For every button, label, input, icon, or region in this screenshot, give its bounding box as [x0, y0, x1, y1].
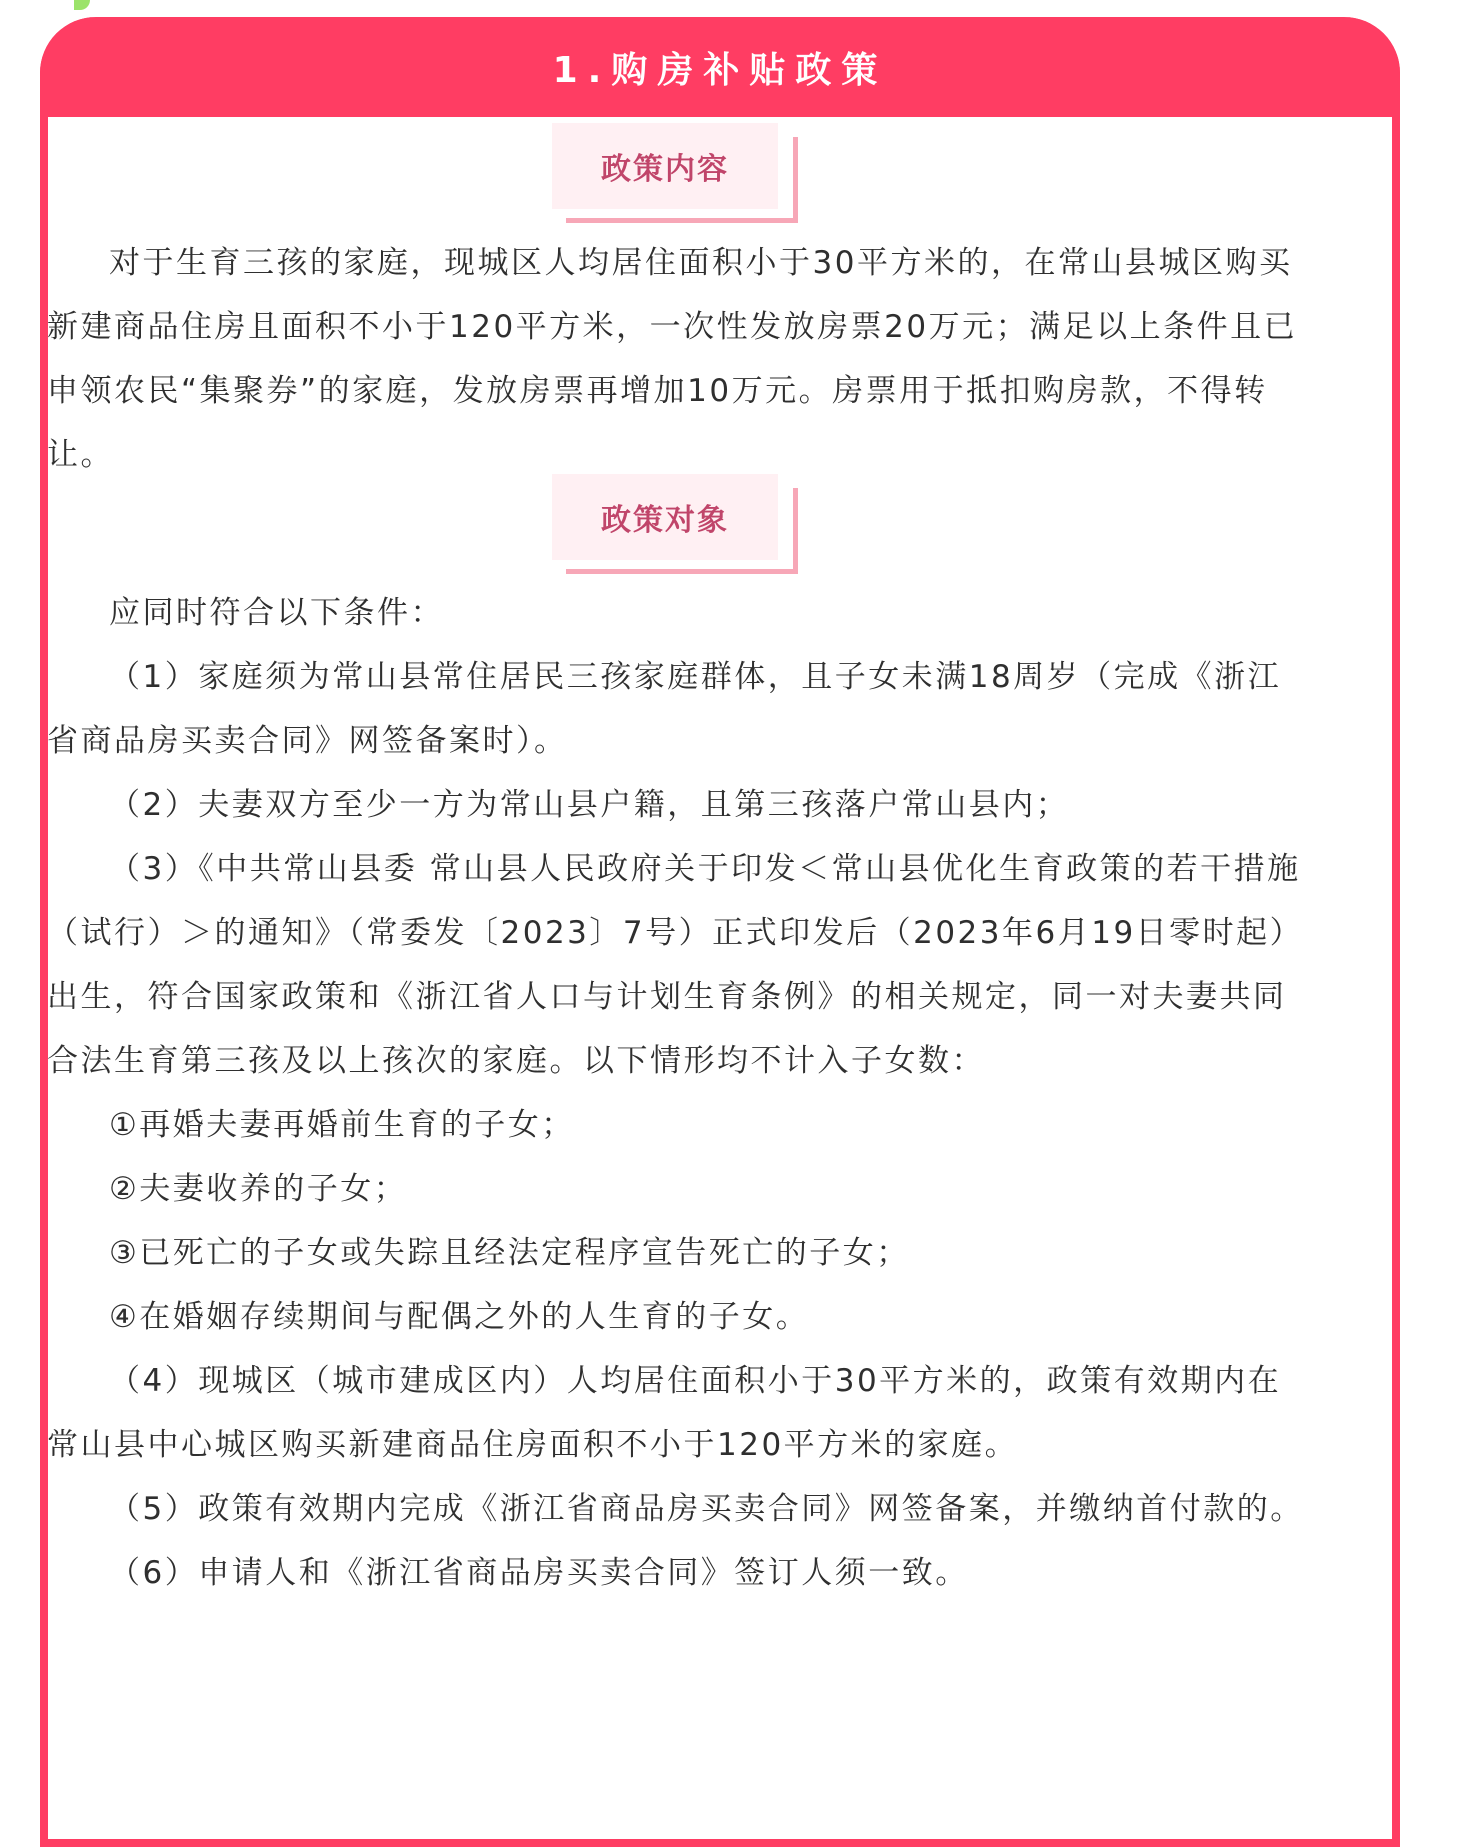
exclusion-item: ②夫妻收养的子女； [109, 1171, 408, 1207]
tag-label: 政策对象 [601, 503, 729, 538]
condition-item: （1）家庭须为常山县常住居民三孩家庭群体，且子女未满18周岁（完成《浙江省商品房买卖合同》网签备案时）。 [47, 659, 1282, 759]
card-title: 1.购房补贴政策 [552, 49, 888, 91]
condition-item: （4）现城区（城市建成区内）人均居住面积小于30平方米的，政策有效期内在常山县中心城区购买新建商品住房面积不小于120平方米的家庭。 [47, 1363, 1282, 1463]
condition-item: （5）政策有效期内完成《浙江省商品房买卖合同》网签备案，并缴纳首付款的。 [109, 1491, 1304, 1527]
tag-label: 政策内容 [601, 152, 729, 187]
exclusion-item: ③已死亡的子女或失踪且经法定程序宣告死亡的子女； [109, 1235, 910, 1271]
section-tag-content [552, 123, 784, 223]
intro-line: 应同时符合以下条件： [109, 595, 444, 631]
exclusion-item: ①再婚夫妻再婚前生育的子女； [109, 1107, 575, 1143]
paragraph: 对于生育三孩的家庭，现城区人均居住面积小于30平方米的，在常山县城区购买新建商品住房且面积不小于120平方米，一次性发放房票20万元；满足以上条件且已申领农民“集聚券”的家庭，发放房票再增加10万元。房票用于抵扣购房款，不得转让。 [47, 245, 1298, 473]
condition-item: （2）夫妻双方至少一方为常山县户籍，且第三孩落户常山县内； [109, 787, 1070, 823]
section2-body [47, 581, 1309, 1605]
tag-box [552, 123, 778, 209]
condition-item: （6）申请人和《浙江省商品房买卖合同》签订人须一致。 [109, 1555, 969, 1591]
tag-box [552, 474, 778, 560]
condition-item: （3）《中共常山县委 常山县人民政府关于印发＜常山县优化生育政策的若干措施（试行）＞的通知》（常委发〔2023〕7号）正式印发后（2023年6月19日零时起）出生，符合国家政策和《浙江省人口与计划生育条例》的相关规定，同一对夫妻共同合法生育第三孩及以上孩次的家庭。以下情形均不计入子女数： [47, 851, 1304, 1079]
section-tag-target [552, 474, 784, 574]
card-header [40, 17, 1400, 117]
exclusion-item: ④在婚姻存续期间与配偶之外的人生育的子女。 [109, 1299, 810, 1335]
decorative-leaf [74, 0, 90, 10]
section1-body [47, 231, 1309, 487]
